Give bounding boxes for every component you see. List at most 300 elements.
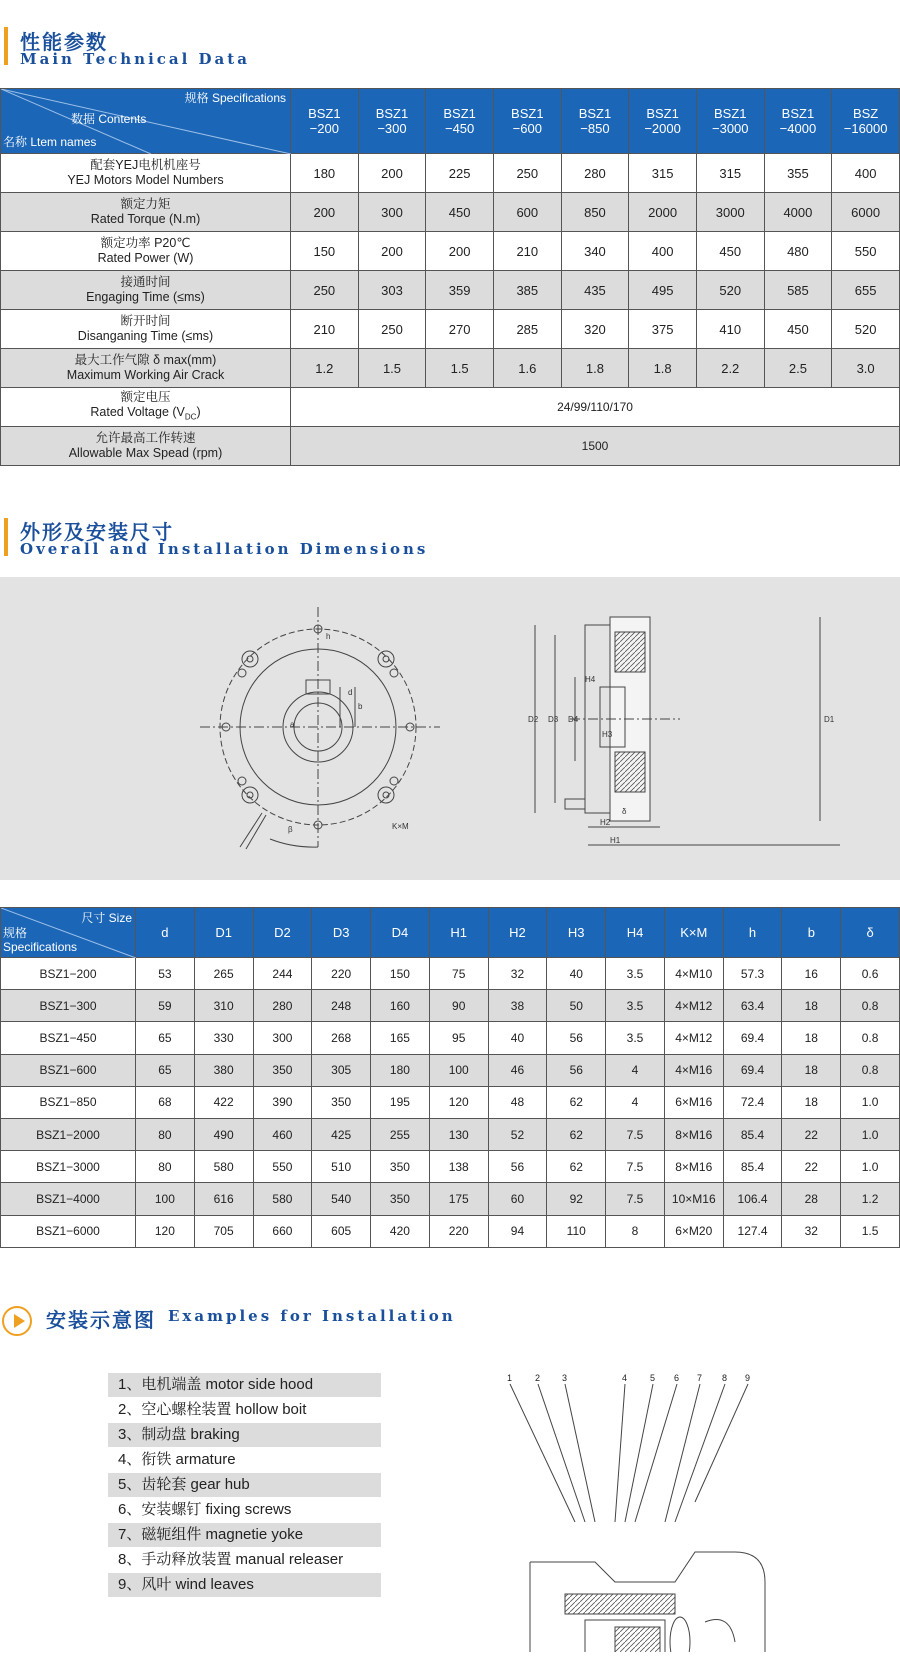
table-cell: 480 [764,232,832,271]
table-cell: 100 [136,1183,195,1215]
row-label [1,154,291,193]
table-cell: 200 [426,232,494,271]
table-cell: 4×M12 [664,1022,723,1054]
model-suffix: −300 [377,121,407,136]
row-label-zh: 断开时间 [120,314,171,328]
table-cell: 3000 [696,193,764,232]
table-cell: 435 [561,271,629,310]
model-name: BSZ1 [443,106,476,121]
model-header-8 [832,89,900,154]
table-cell: 303 [358,271,426,310]
table-row [1,1215,900,1247]
install-number: 6 [674,1373,680,1383]
row-model: BSZ1−600 [1,1054,136,1086]
row-label [1,193,291,232]
model-name: BSZ1 [781,106,815,121]
table-cell: 460 [253,1118,312,1150]
table-cell: 59 [136,990,195,1022]
table-cell: 410 [696,310,764,349]
label-D3: D3 [548,715,559,724]
table-cell: 250 [358,310,426,349]
row-model: BSZ1−2000 [1,1118,136,1150]
table-cell: 585 [764,271,832,310]
model-header-2 [426,89,494,154]
table-cell: 350 [253,1054,312,1086]
technical-data-table [0,88,900,466]
front-view-drawing [200,607,440,849]
table-cell: 1.5 [426,349,494,388]
table-cell: 60 [488,1183,547,1215]
table-cell: 268 [312,1022,371,1054]
label-H4: H4 [585,675,596,684]
table-cell: 6000 [832,193,900,232]
label-kxm: K×M [392,822,409,831]
table-cell: 255 [371,1118,430,1150]
install-number: 2 [535,1373,541,1383]
model-suffix: −600 [512,121,542,136]
table-cell: 100 [429,1054,488,1086]
table-cell: 22 [782,1151,841,1183]
table-cell: 616 [194,1183,253,1215]
installation-drawing [505,1372,805,1652]
model-name: BSZ1 [511,106,544,121]
table-cell: 1.0 [841,1086,900,1118]
table-cell: 4×M10 [664,958,723,990]
section3-title-zh: 安装示意图 [46,1308,156,1332]
row-model: BSZ1−3000 [1,1151,136,1183]
row-label-zh: 额定力矩 [120,197,171,211]
row-label-zh: 配套YEJ电机机座号 [90,158,201,172]
table-row [1,1086,900,1118]
install-number: 3 [562,1373,568,1383]
table-cell: 106.4 [723,1183,782,1215]
table-cell: 56 [547,1054,606,1086]
legend-item: 8、手动释放装置 manual releaser [118,1551,344,1568]
table-row [1,958,900,990]
table-row [1,193,900,232]
model-suffix: −2000 [644,121,681,136]
model-header-7 [764,89,832,154]
table-cell: 85.4 [723,1118,782,1150]
table1-corner-cell [1,89,291,154]
model-name: BSZ1 [375,106,409,121]
table-cell: 68 [136,1086,195,1118]
table-cell: 200 [358,232,426,271]
model-header-3 [493,89,561,154]
table-cell: 65 [136,1054,195,1086]
install-number: 4 [622,1373,628,1383]
model-name: BSZ [852,106,879,121]
table-cell: 72.4 [723,1086,782,1118]
table-cell: 2000 [629,193,697,232]
table-row-voltage [1,388,900,427]
corner-spec-zh: 规格 [3,926,28,940]
row-label [1,349,291,388]
table-cell: 250 [291,271,359,310]
section-accent-bar [4,27,8,65]
row-model: BSZ1−450 [1,1022,136,1054]
install-number: 1 [507,1373,513,1383]
model-name: BSZ1 [308,106,341,121]
table-cell: 150 [371,958,430,990]
dim-header-8: H4 [606,908,665,958]
table-cell: 850 [561,193,629,232]
row-label [1,232,291,271]
section1-title-zh: 性能参数 [20,30,108,54]
table-cell: 3.5 [606,990,665,1022]
table-cell: 200 [358,154,426,193]
table-cell: 4 [606,1086,665,1118]
label-b: b [358,702,363,711]
corner-names-label: 名称 Ltem names [3,135,97,149]
table-cell: 375 [629,310,697,349]
table-cell: 18 [782,990,841,1022]
table-cell-voltage: 24/99/110/170 [291,388,900,427]
table-cell: 80 [136,1151,195,1183]
voltage-unit: Rated Voltage (V [90,404,185,419]
table-cell: 18 [782,1086,841,1118]
section1-title-en: Main Technical Data [20,50,250,68]
table-cell: 80 [136,1118,195,1150]
table-cell: 40 [488,1022,547,1054]
table-cell: 8×M16 [664,1118,723,1150]
table-cell: 8 [606,1215,665,1247]
table-cell: 300 [358,193,426,232]
table-cell: 4×M12 [664,990,723,1022]
dimension-drawing-panel [0,577,900,880]
row-model: BSZ1−300 [1,990,136,1022]
label-H1: H1 [610,836,621,845]
legend-item: 4、衔铁 armature [118,1451,236,1468]
table-cell: 495 [629,271,697,310]
table-cell: 1.0 [841,1118,900,1150]
row-label-zh: 额定功率 P20℃ [100,236,191,250]
dim-header-7: H3 [547,908,606,958]
table-cell: 1.2 [841,1183,900,1215]
table-cell: 6×M16 [664,1086,723,1118]
table-cell: 270 [426,310,494,349]
model-header-6 [696,89,764,154]
table-cell: 420 [371,1215,430,1247]
table-cell: 705 [194,1215,253,1247]
table-cell: 110 [547,1215,606,1247]
dim-header-4: D4 [371,908,430,958]
table-row-speed [1,427,900,466]
corner-spec-label: 规格 Specifications [184,91,286,105]
table-row [1,1022,900,1054]
table-row [1,990,900,1022]
table-cell: 180 [371,1054,430,1086]
table-cell: 7.5 [606,1151,665,1183]
table-cell: 69.4 [723,1022,782,1054]
table2-corner-cell [1,908,136,958]
model-suffix: −450 [444,121,475,136]
table-cell: 18 [782,1022,841,1054]
table-cell: 550 [253,1151,312,1183]
table-cell: 0.8 [841,1054,900,1086]
row-model: BSZ1−200 [1,958,136,990]
model-header-0 [291,89,359,154]
table-cell: 300 [253,1022,312,1054]
table-cell: 350 [312,1086,371,1118]
table-cell: 280 [253,990,312,1022]
row-label-zh: 额定电压 [120,389,171,404]
dimensions-table [0,907,900,1248]
table-cell: 450 [764,310,832,349]
table-cell: 244 [253,958,312,990]
table-cell: 53 [136,958,195,990]
table-cell: 359 [426,271,494,310]
model-name: BSZ1 [714,106,747,121]
dim-header-2: D2 [253,908,312,958]
label-d: d [348,688,353,697]
table-cell: 1.5 [841,1215,900,1247]
row-label-en: YEJ Motors Model Numbers [67,173,224,187]
model-suffix: −4000 [779,121,817,136]
table-cell: 50 [547,990,606,1022]
table-cell: 90 [429,990,488,1022]
table-cell-speed: 1500 [291,427,900,466]
model-header-5 [629,89,697,154]
table-cell: 3.5 [606,1022,665,1054]
table-cell: 2.5 [764,349,832,388]
table-cell: 310 [194,990,253,1022]
table-cell: 65 [136,1022,195,1054]
model-suffix: −850 [580,121,610,136]
table-cell: 56 [488,1151,547,1183]
table-cell: 130 [429,1118,488,1150]
section3-title-en: Examples for Installation [168,1307,456,1325]
table-cell: 0.8 [841,1022,900,1054]
table-cell: 18 [782,1054,841,1086]
table-cell: 69.4 [723,1054,782,1086]
table-cell: 160 [371,990,430,1022]
table-cell: 1.6 [493,349,561,388]
table-cell: 422 [194,1086,253,1118]
row-label [1,427,291,466]
table-cell: 92 [547,1183,606,1215]
table-cell: 3.0 [832,349,900,388]
dim-header-9: K×M [664,908,723,958]
table-cell: 225 [426,154,494,193]
dim-header-10: h [723,908,782,958]
voltage-sub: DC [184,412,197,422]
table-cell: 7.5 [606,1183,665,1215]
row-label-en: Disanganing Time (≤ms) [77,329,214,343]
table-cell: 340 [561,232,629,271]
label-D2: D2 [528,715,539,724]
dim-header-11: b [782,908,841,958]
legend-item: 2、空心螺栓装置 hollow boit [118,1401,307,1418]
table-cell: 10×M16 [664,1183,723,1215]
table-cell: 660 [253,1215,312,1247]
table-cell: 450 [426,193,494,232]
table-cell: 120 [429,1086,488,1118]
table-cell: 52 [488,1118,547,1150]
table-cell: 200 [291,193,359,232]
legend-item: 6、安装螺钉 fixing screws [118,1501,292,1518]
table-cell: 195 [371,1086,430,1118]
table-row [1,1151,900,1183]
legend-item: 1、电机端盖 motor side hood [108,1373,381,1397]
table-cell: 400 [832,154,900,193]
table-cell: 4000 [764,193,832,232]
table-cell: 38 [488,990,547,1022]
row-label-en: Engaging Time (≤ms) [86,290,205,304]
row-label-zh: 最大工作气隙 δ max(mm) [74,353,217,367]
row-model: BSZ1−6000 [1,1215,136,1247]
table-cell: 265 [194,958,253,990]
table-cell: 355 [764,154,832,193]
row-label-en: Rated Torque (N.m) [90,212,201,226]
model-suffix: −16000 [843,121,888,136]
table-cell: 95 [429,1022,488,1054]
table-cell: 0.6 [841,958,900,990]
row-label-en: Maximum Working Air Crack [66,368,225,382]
label-D4: D4 [568,715,579,724]
label-delta: δ [622,807,627,816]
table-cell: 210 [493,232,561,271]
corner-size-label: 尺寸 Size [81,911,132,925]
table-cell: 580 [253,1183,312,1215]
table-cell: 1.8 [629,349,697,388]
legend-item: 7、磁轭组件 magnetie yoke [108,1523,381,1547]
table-cell: 120 [136,1215,195,1247]
model-name: BSZ1 [646,106,679,121]
table-cell: 280 [561,154,629,193]
table-cell: 1.8 [561,349,629,388]
table-cell: 540 [312,1183,371,1215]
table-row [1,232,900,271]
label-H3: H3 [602,730,613,739]
install-number: 8 [722,1373,728,1383]
table-cell: 580 [194,1151,253,1183]
section2-title-en: Overall and Installation Dimensions [20,540,429,558]
table-cell: 16 [782,958,841,990]
table-cell: 250 [493,154,561,193]
table-row [1,310,900,349]
table-cell: 550 [832,232,900,271]
table-cell: 315 [696,154,764,193]
table-row [1,154,900,193]
table-cell: 63.4 [723,990,782,1022]
table-cell: 1.2 [291,349,359,388]
table-cell: 22 [782,1118,841,1150]
label-h: h [326,632,331,641]
table-cell: 210 [291,310,359,349]
row-label-en: Allowable Max Spead (rpm) [68,446,223,460]
legend-item: 3、制动盘 braking [108,1423,381,1447]
table-cell: 8×M16 [664,1151,723,1183]
dim-header-6: H2 [488,908,547,958]
table1-header-row [1,89,900,154]
table-cell: 165 [371,1022,430,1054]
table-cell: 1.5 [358,349,426,388]
table-row [1,349,900,388]
table-cell: 3.5 [606,958,665,990]
section2-title-zh: 外形及安装尺寸 [20,520,174,544]
table-cell: 220 [429,1215,488,1247]
table-cell: 32 [488,958,547,990]
table-cell: 4×M16 [664,1054,723,1086]
legend-item: 9、风叶 wind leaves [108,1573,381,1597]
table-cell: 315 [629,154,697,193]
install-number: 7 [697,1373,703,1383]
label-H2: H2 [600,818,611,827]
table-cell: 600 [493,193,561,232]
dim-header-12: δ [841,908,900,958]
table-cell: 62 [547,1151,606,1183]
section-accent-bar [4,518,8,556]
table-cell: 350 [371,1183,430,1215]
table-cell: 57.3 [723,958,782,990]
table-cell: 350 [371,1151,430,1183]
dimension-drawing [0,577,900,880]
table-cell: 1.0 [841,1151,900,1183]
model-header-1 [358,89,426,154]
table2-header-row [1,908,900,958]
dim-header-3: D3 [312,908,371,958]
model-suffix: −200 [309,121,339,136]
table-cell: 400 [629,232,697,271]
dim-header-1: D1 [194,908,253,958]
table-cell: 490 [194,1118,253,1150]
install-number: 5 [650,1373,656,1383]
table-cell: 6×M20 [664,1215,723,1247]
row-label [1,310,291,349]
table-row [1,1118,900,1150]
table-cell: 32 [782,1215,841,1247]
table-cell: 127.4 [723,1215,782,1247]
row-model: BSZ1−850 [1,1086,136,1118]
table-cell: 138 [429,1151,488,1183]
table-cell: 94 [488,1215,547,1247]
table-cell: 450 [696,232,764,271]
corner-contents-label: 数据 Contents [71,112,147,126]
row-label-en [1,405,290,425]
table-row [1,271,900,310]
label-a: a [290,720,295,729]
table-cell: 520 [832,310,900,349]
table-cell: 62 [547,1086,606,1118]
dim-header-0: d [136,908,195,958]
install-number: 9 [745,1373,751,1383]
table-cell: 4 [606,1054,665,1086]
table-cell: 180 [291,154,359,193]
table-cell: 85.4 [723,1151,782,1183]
play-icon [2,1306,32,1336]
table-cell: 385 [493,271,561,310]
row-label-zh: 接通时间 [120,275,171,289]
table-cell: 150 [291,232,359,271]
model-header-4 [561,89,629,154]
legend-item: 5、齿轮套 gear hub [108,1473,381,1497]
side-view-drawing [535,617,840,845]
table-cell: 248 [312,990,371,1022]
table-cell: 425 [312,1118,371,1150]
dim-header-5: H1 [429,908,488,958]
table-cell: 220 [312,958,371,990]
table-row [1,1054,900,1086]
row-label-zh: 允许最高工作转速 [95,431,196,445]
table-cell: 7.5 [606,1118,665,1150]
table-cell: 510 [312,1151,371,1183]
table-cell: 520 [696,271,764,310]
table-row [1,1183,900,1215]
row-model: BSZ1−4000 [1,1183,136,1215]
model-name: BSZ1 [578,106,612,121]
voltage-close: ) [196,404,201,419]
